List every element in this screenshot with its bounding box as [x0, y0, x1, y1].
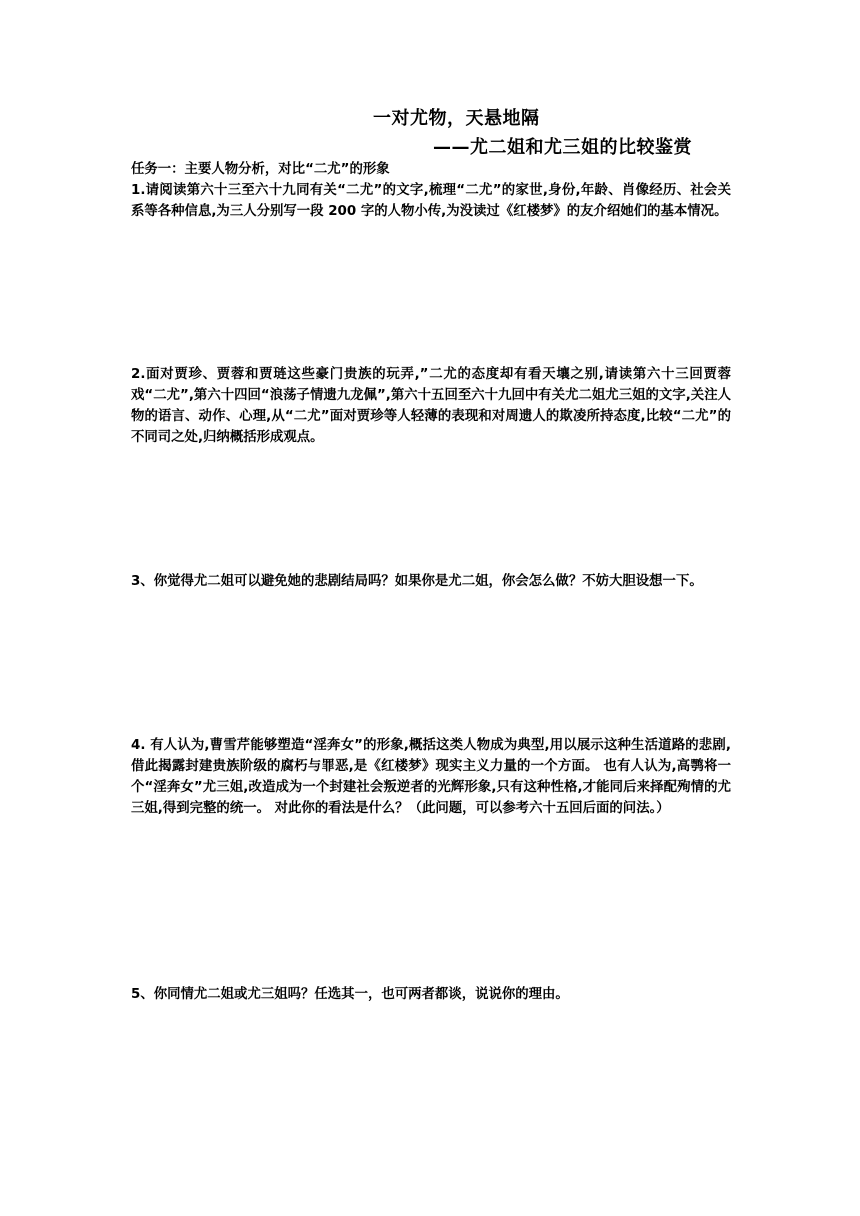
- question-3: 3、你觉得尤二姐可以避免她的悲剧结局吗？如果你是尤二姐，你会怎么做？不妨大胆设想一下。: [131, 574, 703, 589]
- question-1: 1.请阅读第六十三至六十九同有关“二尤”的文字,梳理“二尤”的家世,身份,年龄、肖像经历、社会关系等各种信息,为三人分别写一段 200 字的人物小传,为没读过《红楼梦》的友介绍她们的基本情况。: [131, 183, 731, 219]
- question-2: 2.面对贾珍、贾蓉和贾琏这些豪门贵族的玩弄,”二尤的态度却有看天壤之别,请读第六十三回贾蓉戏“二尤”,第六十四回“浪荡子情遗九龙佩”,第六十五回至六十九回中有关尤二姐尤三姐的文字,关注人物的语言、动作、心理,从“二尤”面对贾珍等人轻薄的表现和对周遗人的欺凌所持态度,比较“二尤”的不同司之处,归纳概括形成观点。: [131, 367, 731, 445]
- document-subtitle: ——尤二姐和尤三姐的比较鉴赏: [433, 137, 692, 158]
- question-5: 5、你同情尤二姐或尤三姐吗？任选其一，也可两者都谈，说说你的理由。: [131, 987, 569, 1002]
- document-title: 一对尤物，天悬地隔: [373, 108, 540, 129]
- task-heading: 任务一：主要人物分析，对比“二尤”的形象: [131, 162, 390, 177]
- question-4: 4. 有人认为,曹雪芹能够塑造“淫奔女”的形象,概括这类人物成为典型,用以展示这种生活道路的悲剧,借此揭露封建贵族阶级的腐朽与罪恶,是《红楼梦》现实主义力量的一个方面。 也有人认为,高鹗将一个“淫奔女”尤三姐,改造成为一个封建社会叛逆者的光辉形象,只有这种性格,才能同后来择配殉情的尤三姐,得到完整的统一。 对此你的看法是什么？（此问题，可以参考六十五回后面的问法。）: [131, 738, 731, 816]
